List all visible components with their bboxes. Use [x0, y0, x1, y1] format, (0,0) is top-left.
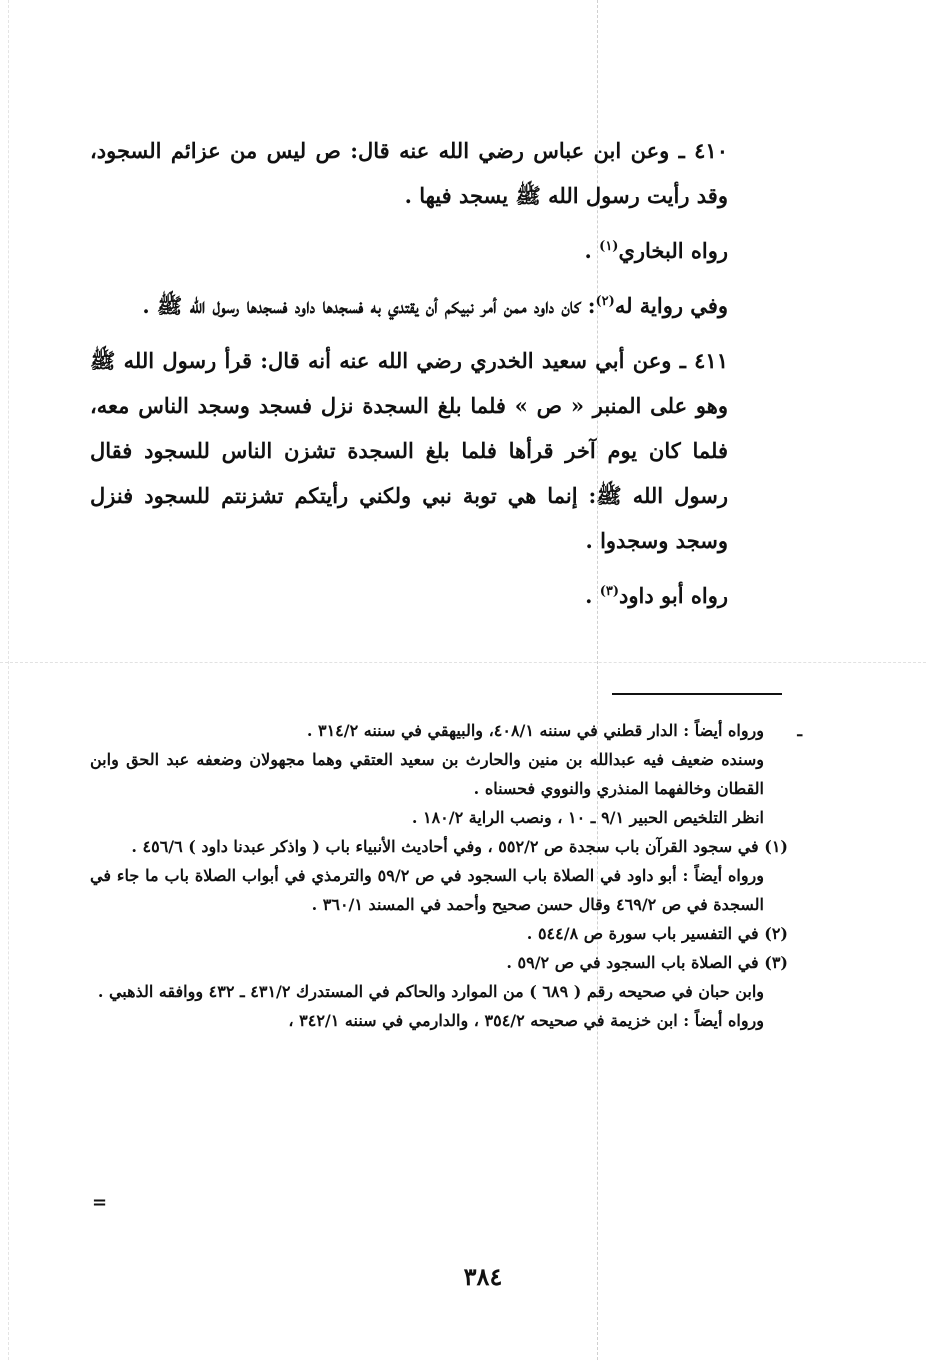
- source-end: .: [584, 238, 600, 263]
- footnote-prior-1: [90, 716, 802, 745]
- source-text: رواه أبو داود: [619, 583, 728, 608]
- footnote-text: ورواه أيضاً : الدار قطني في سننه ٤٠٨/١، والبيهقي في سننه ٣١٤/٢ .: [306, 721, 764, 740]
- footnote-prior-3: انظر التلخيص الحبير ٩/١ ـ ١٠ ، ونصب الراية ١٨٠/٢ .: [411, 808, 764, 827]
- page-number: ٣٨٤: [463, 1262, 503, 1291]
- footnote-ref-3[interactable]: (٣): [599, 584, 620, 599]
- footnote-divider: [612, 693, 782, 695]
- continuation-marker: ـ: [797, 721, 802, 740]
- hadith-411-source: [90, 573, 788, 618]
- footnote-prior-2: وسنده ضعيف فيه عبدالله بن منين والحارث بن سعيد العتقي وهما مجهولان وضعفه عبد الحق وابن القطان وخالفهما المنذري والنووي فحسناه .: [90, 750, 764, 798]
- continues-marker: =: [92, 1192, 108, 1213]
- source-end: .: [585, 583, 600, 608]
- footnote-3-c: ورواه أيضاً : ابن خزيمة في صحيحه ٣٥٤/٢ ، والدارمي في سننه ٣٤٢/١ ،: [288, 1011, 764, 1030]
- scan-crease-line: [0, 662, 926, 663]
- hadith-410: [90, 128, 788, 218]
- hadith-411-text: ٤١١ ـ وعن أبي سعيد الخدري رضي الله عنه أنه قال: قرأ رسول الله ﷺ وهو على المنبر « ص » فلما بلغ السجدة نزل فسجد وسجد الناس معه، فلما كان يوم آخر قرأها فلما بلغ السجدة تشزن الناس للسجود فقال رسول الله ﷺ: إنما هي توبة نبي ولكني رأيتكم تشزنتم للسجود فنزل وسجد وسجدوا .: [90, 348, 728, 553]
- source-text: رواه البخاري: [618, 238, 728, 263]
- variant-intro: وفي رواية له: [614, 293, 728, 318]
- hadith-410-source: [90, 228, 788, 273]
- variant-text: : كان داود ممن أمر نبيكم أن يقتدي به فسجدها داود فسجدها رسول الله ﷺ .: [142, 293, 596, 318]
- footnote-ref-1[interactable]: (١): [599, 239, 619, 254]
- footnote-3-a: (٣) في الصلاة باب السجود في ص ٥٩/٢ .: [506, 953, 788, 972]
- footnote-2: (٢) في التفسير باب سورة ص ٥٤٤/٨ .: [526, 924, 788, 943]
- footnote-1-a: (١) في سجود القرآن باب سجدة ص ٥٥٢/٢ ، وفي أحاديث الأنبياء باب ( واذكر عبدنا داود ) ٤٥٦/٦ .: [131, 837, 788, 856]
- hadith-410-variant: [90, 283, 788, 328]
- footnote-3-b: وابن حبان في صحيحه رقم ( ٦٨٩ ) من الموارد والحاكم في المستدرك ٤٣١/٢ ـ ٤٣٢ ووافقه الذهبي .: [97, 982, 764, 1001]
- footnote-ref-2[interactable]: (٢): [595, 294, 615, 309]
- scan-edge-line: [8, 0, 9, 1360]
- footnotes: [90, 716, 802, 1035]
- main-text: [90, 128, 788, 618]
- footnote-1-b: ورواه أيضاً : أبو داود في الصلاة باب السجود في ص ٥٩/٢ والترمذي في أبواب الصلاة باب ما جاء في السجدة في ص ٤٦٩/٢ وقال حسن صحيح وأحمد في المسند ٣٦٠/١ .: [90, 866, 765, 914]
- hadith-411: [90, 338, 788, 563]
- hadith-410-text: ٤١٠ ـ وعن ابن عباس رضي الله عنه قال: ص ليس من عزائم السجود، وقد رأيت رسول الله ﷺ يسجد فيها .: [90, 138, 728, 208]
